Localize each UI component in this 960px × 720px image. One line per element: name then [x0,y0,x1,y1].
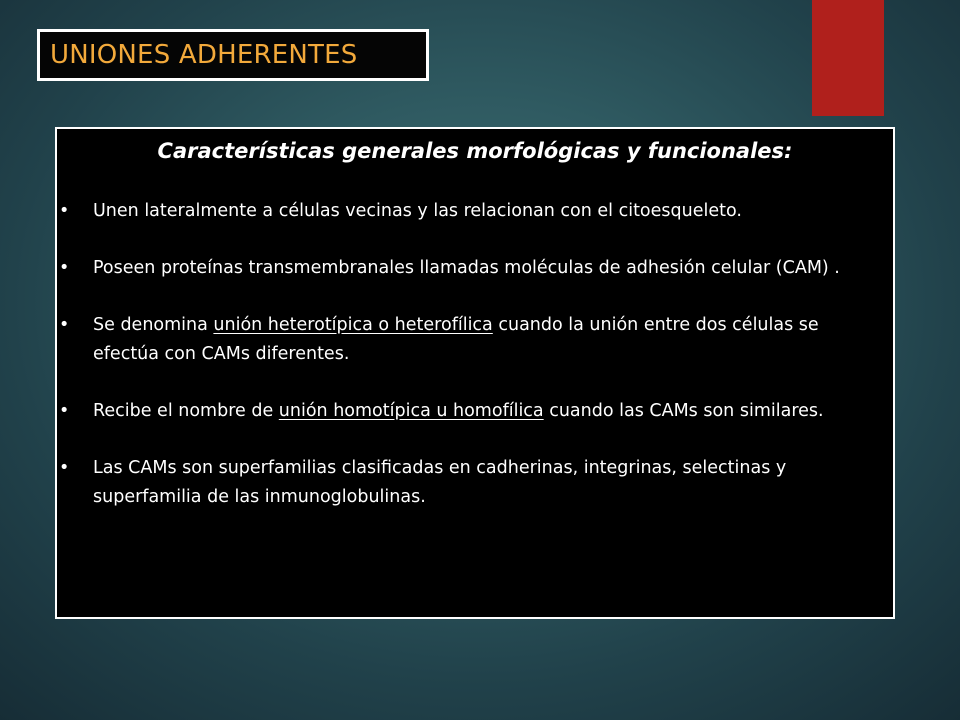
bullet-text: Las CAMs son superfamilias clasificadas en cadherinas, integrinas, selectinas y superfamilia de las inmunoglobulinas. [93,458,787,507]
bullet-text: Poseen proteínas transmembranales llamadas moléculas de adhesión celular (CAM) . [93,258,840,278]
red-accent-bar [812,0,884,116]
bullet-text-after: cuando la unión entre dos células se efectúa con CAMs diferentes. [93,315,819,364]
underlined-term: unión heterotípica o heterofílica [213,315,493,335]
bullet-icon: • [59,258,70,278]
bullet-icon: • [59,201,70,221]
section-heading: Características generales morfológicas y funcionales: [157,139,793,163]
underlined-term: unión homotípica u homofílica [278,401,544,421]
bullet-text-before: Recibe el nombre de [93,401,279,421]
bullet-text-before: Se denomina [93,315,214,335]
bullet-list [57,197,893,540]
bullet-text: Unen lateralmente a células vecinas y las relacionan con el citoesqueleto. [93,201,742,221]
bullet-icon: • [59,458,70,478]
bullet-icon: • [59,401,70,421]
bullet-item [57,197,893,226]
bullet-item [57,397,893,426]
content-box [55,127,895,619]
title-box [37,29,429,81]
bullet-item [57,311,893,369]
slide-title: UNIONES ADHERENTES [50,40,358,70]
bullet-text-after: cuando las CAMs son similares. [543,401,824,421]
bullet-icon: • [59,315,70,335]
bullet-item [57,454,893,512]
bullet-item [57,254,893,283]
